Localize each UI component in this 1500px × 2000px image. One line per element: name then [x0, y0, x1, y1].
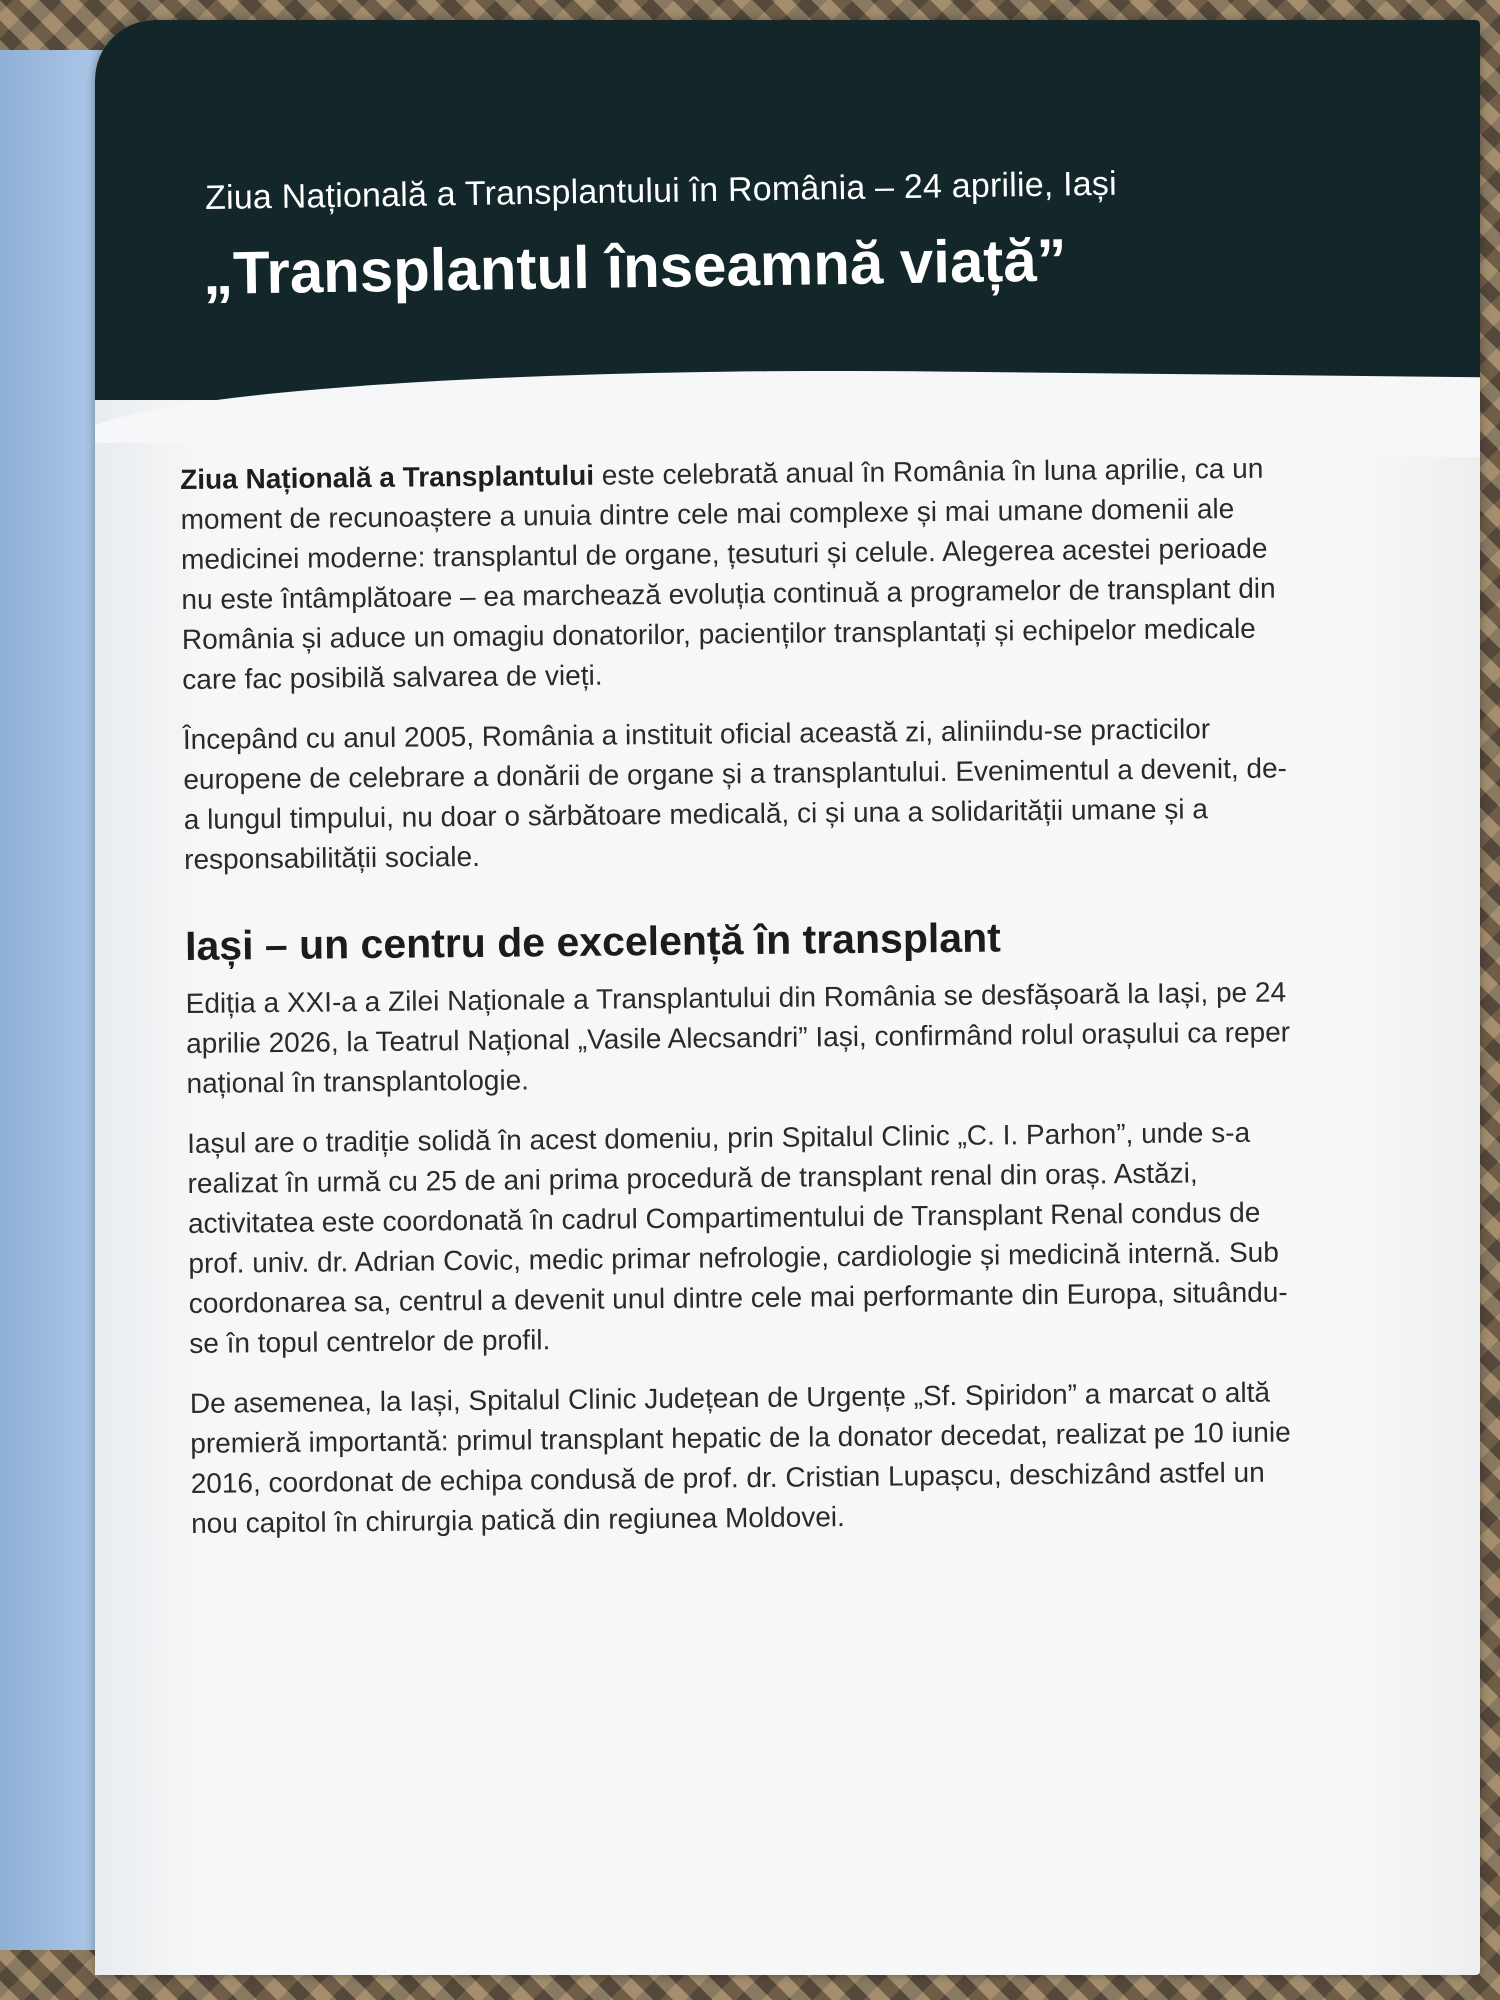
section-heading: Iași – un centru de excelență în transplant [184, 914, 1001, 969]
brochure-page [95, 20, 1480, 1975]
intro-paragraph-2: Începând cu anul 2005, România a instituit oficial această zi, aliniindu-se practicilor europene de celebrare a donării de organe și a transplantului. Evenimentul a devenit, de-a lungul timpului, nu doar o sărbătoare medicală, ci și una a solidarității umane și a responsabilității sociale. [182, 713, 1288, 875]
event-kicker: Ziua Națională a Transplantului în România – 24 aprilie, Iași [204, 164, 1118, 218]
intro-paragraph-1-text: este celebrată anual în România în luna aprilie, ca un moment de recunoaștere a unuia dintre cele mai complexe și mai umane domenii ale medicinei moderne: transplantul de organe, țesuturi și celule. Alegerea acestei perioade nu este întâmplătoare – ea marchează evoluția continuă a programelor de transplant din România și aduce un omagiu donatorilor, pacienților transplantați și echipelor medicale care fac posibilă salvarea de vieți. [180, 452, 1276, 695]
section-paragraph-2: Iașul are o tradiție solidă în acest domeniu, prin Spitalul Clinic „C. I. Parhon”, unde s-a realizat în urmă cu 25 de ani prima procedură de transplant renal din oraș. Astăzi, activitatea este coordonată în cadrul Compartimentului de Transplant Renal condus de prof. univ. dr. Adrian Covic, medic primar nefrologie, cardiologie și medicină internă. Sub coordonarea sa, centrul a devenit unul dintre cele mai performante din Europa, situându-se în topul centrelor de profil. [186, 1116, 1288, 1359]
page-title: „Transplantul înseamnă viață” [202, 226, 1068, 308]
article-body [180, 448, 1302, 1564]
intro-paragraph-1 [180, 448, 1292, 700]
intro-bold-lead: Ziua Națională a Transplantului [180, 459, 595, 495]
section-paragraph-1: Ediția a XXI-a a Zilei Naționale a Transplantului din România se desfășoară la Iași, pe 24 aprilie 2026, la Teatrul Național „Vasile Alecsandri” Iași, confirmând rolul orașului ca reper național în transplantologie. [185, 976, 1291, 1099]
section-paragraph-3: De asemenea, la Iași, Spitalul Clinic Județean de Urgențe „Sf. Spiridon” a marcat o altă premieră importantă: primul transplant hepatic de la donator decedat, realizat pe 10 iunie 2016, coordonat de echipa condusă de prof. dr. Cristian Lupașcu, deschizând astfel un nou capitol în chirurgia patică din regiunea Moldovei. [189, 1376, 1291, 1539]
